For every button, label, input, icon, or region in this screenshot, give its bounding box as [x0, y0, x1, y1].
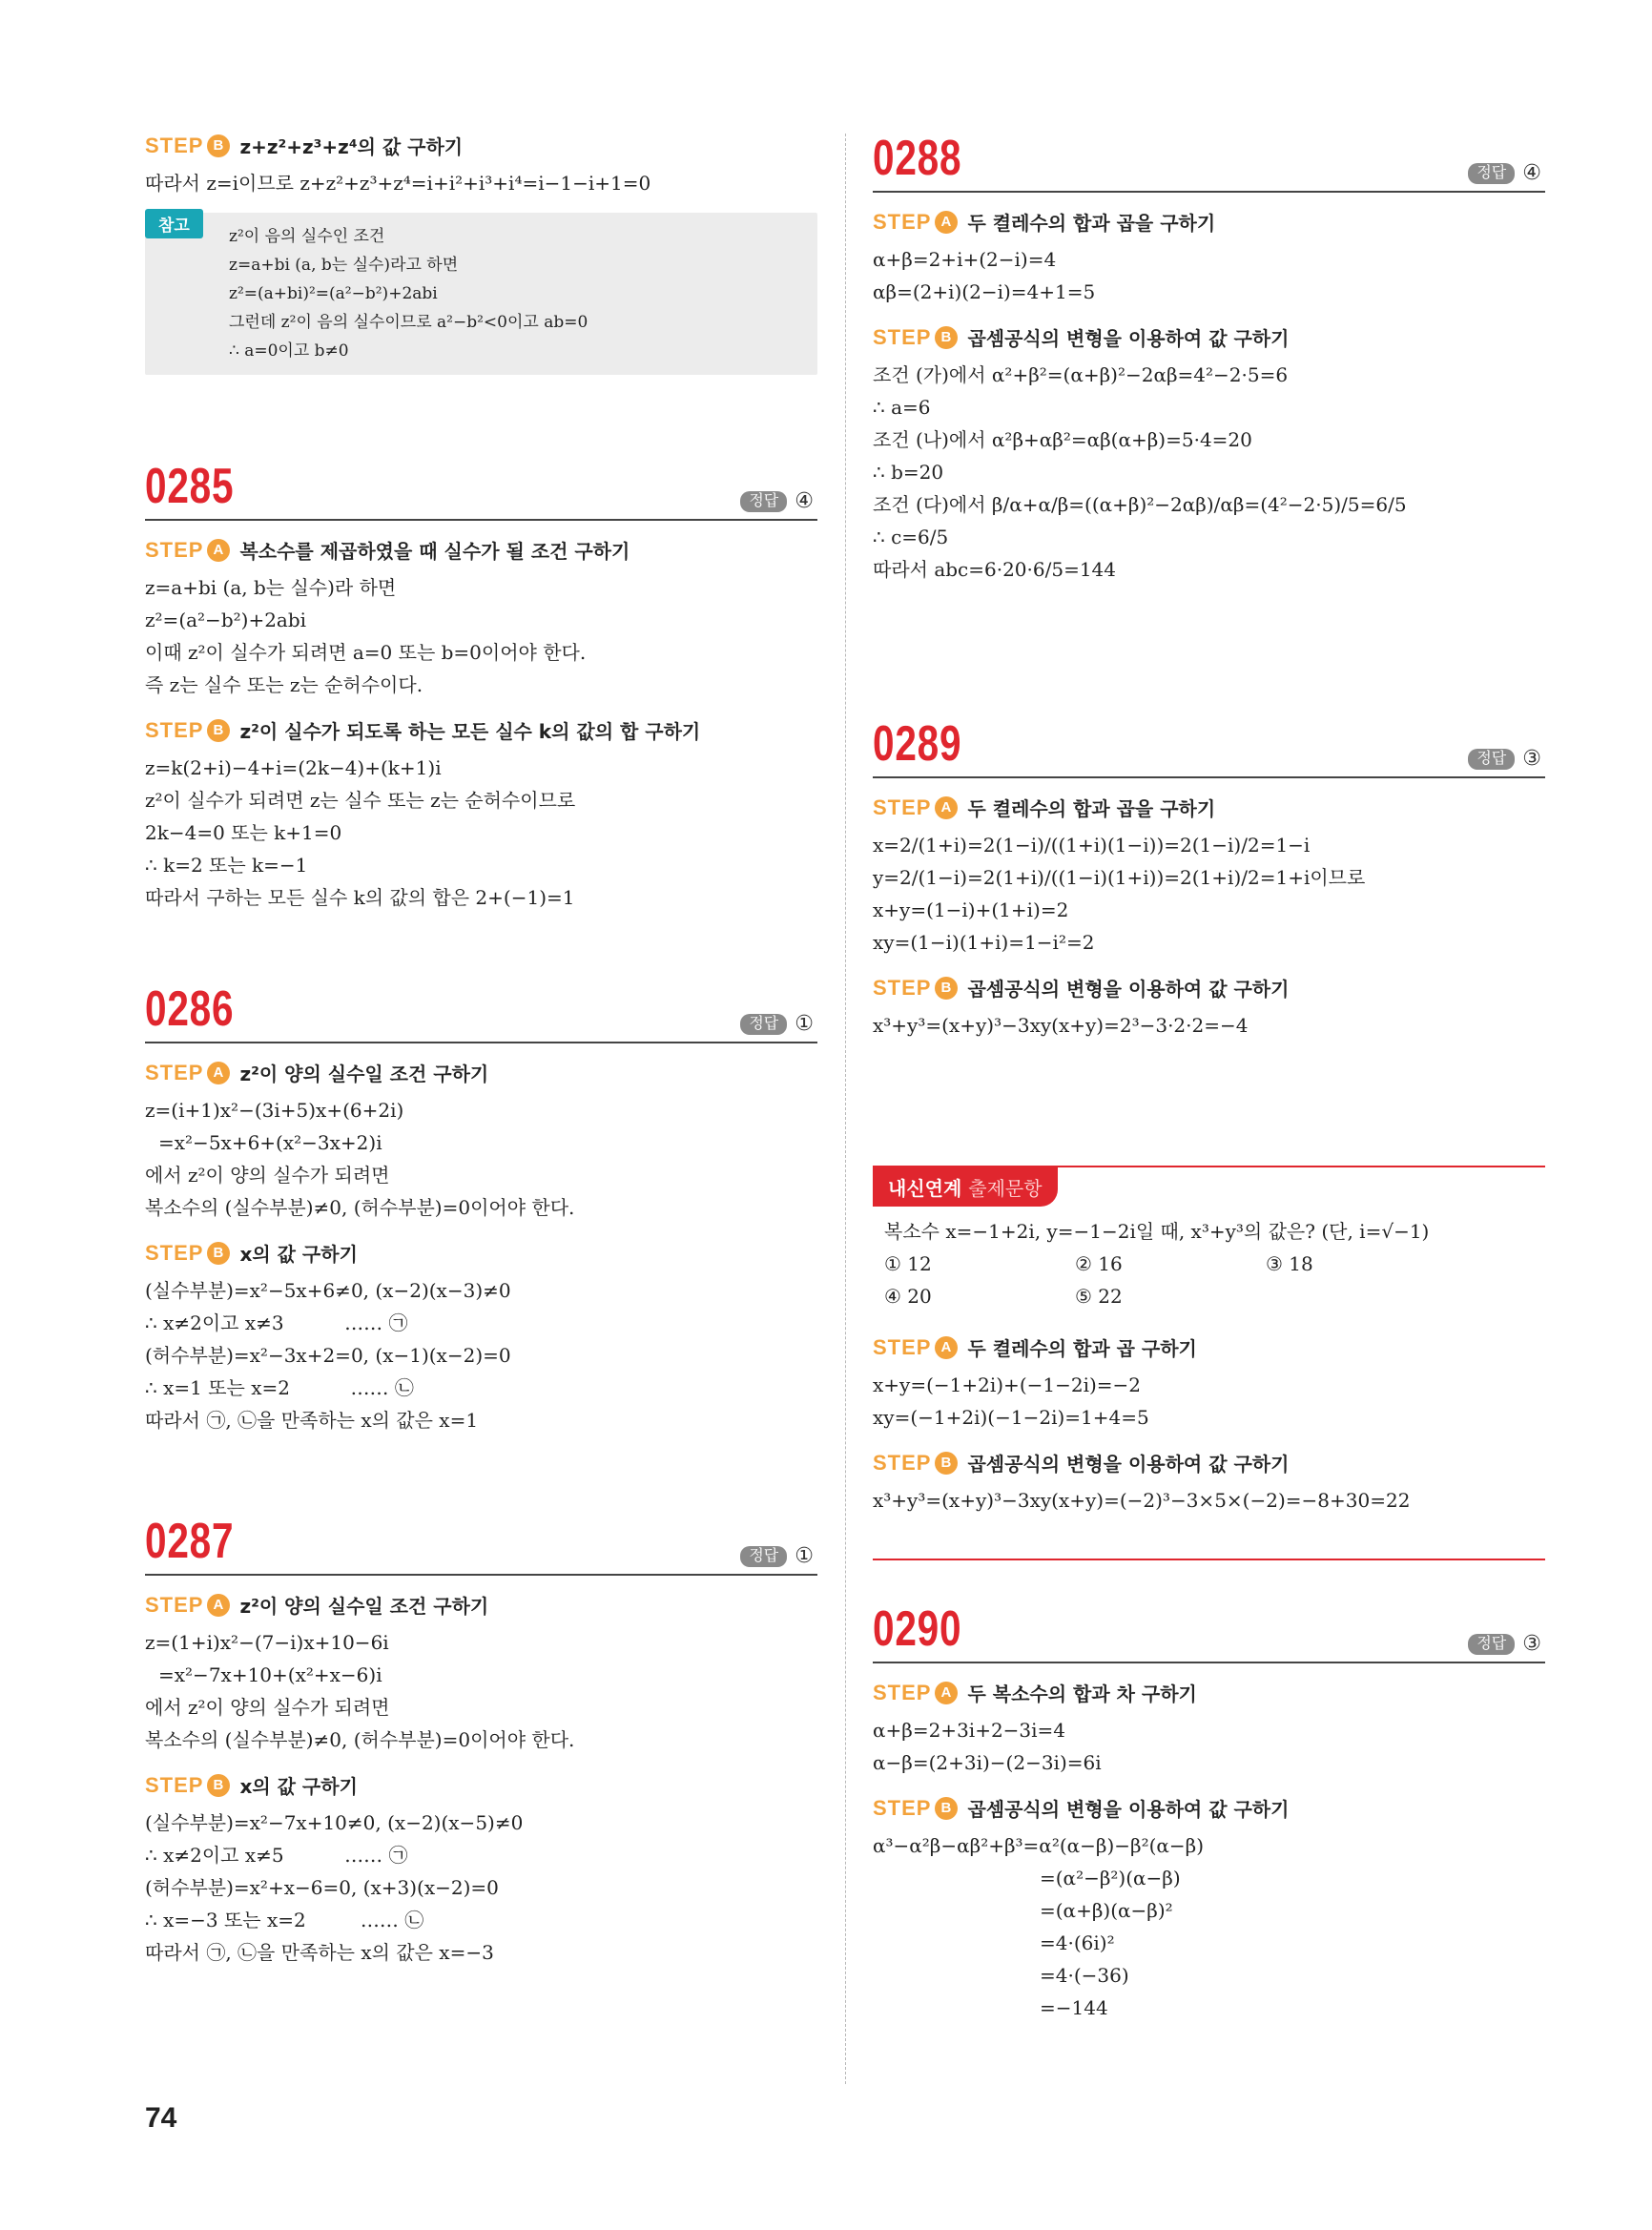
solution-line: x³+y³=(x+y)³−3xy(x+y)=2³−3·2·2=−4	[873, 1014, 1249, 1037]
step-b	[145, 716, 817, 744]
note-line: z²=(a+bi)²=(a²−b²)+2abi	[229, 284, 438, 303]
problem-header	[873, 717, 1545, 778]
solution-line: 조건 (다)에서 β/α+α/β=((α+β)²−2αβ)/αβ=(4²−2·5)/5=6/5	[873, 493, 1407, 516]
answer-indicator	[740, 489, 814, 513]
solution-line: x+y=(−1+2i)+(−1−2i)=−2	[873, 1373, 1142, 1396]
solution-line: ∴ x≠2이고 x≠5 …… ㉠	[145, 1844, 408, 1867]
solution-line: ∴ x≠2이고 x≠3 …… ㉠	[145, 1311, 408, 1334]
step-b-dot: B	[935, 1797, 958, 1820]
step-b	[145, 1771, 817, 1799]
solution-line: 따라서 abc=6·20·6/5=144	[873, 558, 1117, 581]
answer-indicator	[740, 1544, 814, 1568]
step-a	[145, 1059, 817, 1086]
step-b-dot: B	[935, 1452, 958, 1475]
step-title: 곱셈공식의 변형을 이용하여 값 구하기	[967, 1453, 1290, 1476]
solution-line: 2k−4=0 또는 k+1=0	[145, 821, 342, 844]
solution-line: z=k(2+i)−4+i=(2k−4)+(k+1)i	[145, 756, 442, 779]
problem-number: 0289	[873, 716, 962, 772]
step-title: x의 값 구하기	[239, 1243, 358, 1266]
answer-choice: ④	[1522, 161, 1541, 185]
problem-0286	[145, 982, 817, 1436]
solution-line: ∴ k=2 또는 k=−1	[145, 854, 308, 877]
step-tag: STEP B	[145, 134, 230, 158]
step-title: x의 값 구하기	[239, 1775, 358, 1798]
step-tag: STEP B	[873, 1451, 958, 1476]
solution-line: 복소수의 (실수부분)≠0, (허수부분)=0이어야 한다.	[145, 1728, 575, 1751]
answer-badge: 정답	[1468, 1634, 1515, 1655]
solution-line: ∴ b=20	[873, 461, 944, 484]
solution-line: 따라서 z=i이므로 z+z²+z³+z⁴=i+i²+i³+i⁴=i−1−i+1=0	[145, 172, 651, 195]
solution-line: z²=(a²−b²)+2abi	[145, 609, 307, 631]
solution-line: 따라서 구하는 모든 실수 k의 값의 합은 2+(−1)=1	[145, 886, 575, 909]
problem-number: 0287	[145, 1514, 235, 1569]
solution-line: ∴ x=1 또는 x=2 …… ㉡	[145, 1376, 414, 1399]
note-line: z=a+bi (a, b는 실수)라고 하면	[229, 256, 459, 275]
answer-indicator	[740, 1012, 814, 1036]
solution-line: (실수부분)=x²−5x+6≠0, (x−2)(x−3)≠0	[145, 1279, 511, 1302]
answer-choice: ③	[1522, 1632, 1541, 1656]
problem-header	[873, 132, 1545, 193]
solution-line: z=a+bi (a, b는 실수)라 하면	[145, 576, 397, 599]
step-b-dot: B	[207, 719, 230, 742]
step-tag: STEP B	[873, 1796, 958, 1821]
solution-line: 에서 z²이 양의 실수가 되려면	[145, 1164, 390, 1187]
exam-question: 복소수 x=−1+2i, y=−1−2i일 때, x³+y³의 값은? (단, i=√−1)	[884, 1220, 1430, 1243]
step-title: 두 켤레수의 합과 곱 구하기	[967, 1337, 1197, 1360]
exam-choices	[884, 1248, 1545, 1312]
solution-line: 즉 z는 실수 또는 z는 순허수이다.	[145, 673, 423, 696]
step-a-dot: A	[935, 211, 958, 234]
note-line: 그런데 z²이 음의 실수이므로 a²−b²<0이고 ab=0	[229, 313, 589, 332]
answer-choice: ④	[795, 489, 814, 513]
solution-line: =x²−7x+10+(x²+x−6)i	[158, 1663, 382, 1686]
step-tag: STEP B	[873, 976, 958, 1001]
solution-line: 따라서 ㉠, ㉡을 만족하는 x의 값은 x=−3	[145, 1941, 494, 1964]
step-title: 두 복소수의 합과 차 구하기	[967, 1683, 1197, 1705]
problem-header	[873, 1602, 1545, 1663]
solution-line: y=2/(1−i)=2(1+i)/((1−i)(1+i))=2(1+i)/2=1+i이므로	[873, 866, 1366, 889]
step-tag: STEP A	[873, 1335, 958, 1360]
step-b	[873, 1449, 1545, 1476]
answer-choice: ①	[795, 1544, 814, 1568]
step-tag: STEP A	[145, 538, 230, 563]
step-a-dot: A	[935, 796, 958, 819]
step-title: 복소수를 제곱하였을 때 실수가 될 조건 구하기	[239, 540, 630, 563]
step-title: z²이 양의 실수일 조건 구하기	[239, 1595, 489, 1618]
step-title: 곱셈공식의 변형을 이용하여 값 구하기	[967, 327, 1290, 350]
step-tag: STEP B	[145, 718, 230, 743]
solution-line: x=2/(1+i)=2(1−i)/((1+i)(1−i))=2(1−i)/2=1−i	[873, 834, 1311, 857]
step-title: 두 켤레수의 합과 곱을 구하기	[967, 797, 1216, 820]
solution-line: xy=(−1+2i)(−1−2i)=1+4=5	[873, 1406, 1149, 1429]
problem-0290	[873, 1602, 1545, 2024]
step-title: z²이 양의 실수일 조건 구하기	[239, 1063, 489, 1085]
step-b	[873, 974, 1545, 1001]
step-b-dot: B	[935, 326, 958, 349]
step-a-dot: A	[207, 1594, 230, 1617]
step-b	[873, 323, 1545, 351]
step-title: 곱셈공식의 변형을 이용하여 값 구하기	[967, 1798, 1290, 1821]
prev-problem-continuation	[145, 132, 817, 375]
solution-line: 조건 (가)에서 α²+β²=(α+β)²−2αβ=4²−2·5=6	[873, 363, 1289, 386]
solution-line: =(α²−β²)(α−β)	[1040, 1867, 1181, 1889]
solution-line: =−144	[1040, 1996, 1108, 2019]
solution-line: ∴ x=−3 또는 x=2 …… ㉡	[145, 1909, 424, 1931]
problem-0287	[145, 1515, 817, 1969]
answer-badge: 정답	[740, 1546, 787, 1567]
step-title: z²이 실수가 되도록 하는 모든 실수 k의 값의 합 구하기	[239, 720, 701, 743]
answer-badge: 정답	[740, 491, 787, 512]
note-body	[229, 222, 588, 365]
page-number: 74	[145, 2102, 177, 2134]
choice-4: ④ 20	[884, 1285, 932, 1308]
solution-line: =x²−5x+6+(x²−3x+2)i	[158, 1131, 382, 1154]
step-tag: STEP A	[145, 1061, 230, 1085]
solution-line: ∴ a=6	[873, 396, 931, 419]
solution-line: 복소수의 (실수부분)≠0, (허수부분)=0이어야 한다.	[145, 1196, 575, 1219]
step-a	[873, 1679, 1545, 1706]
column-divider	[845, 134, 846, 2084]
step-tag: STEP A	[873, 795, 958, 820]
solution-line: x+y=(1−i)+(1+i)=2	[873, 898, 1069, 921]
solution-line: 따라서 ㉠, ㉡을 만족하는 x의 값은 x=1	[145, 1409, 479, 1432]
problem-0285	[145, 460, 817, 914]
choice-2: ② 16	[1075, 1252, 1123, 1275]
problem-number: 0288	[873, 131, 962, 186]
solution-line: 에서 z²이 양의 실수가 되려면	[145, 1696, 390, 1719]
answer-choice: ③	[1522, 747, 1541, 771]
solution-line: z=(1+i)x²−(7−i)x+10−6i	[145, 1631, 389, 1654]
answer-choice: ①	[795, 1012, 814, 1036]
step-tag: STEP B	[145, 1773, 230, 1798]
solution-line: α³−α²β−αβ²+β³=α²(α−β)−β²(α−β)	[873, 1834, 1205, 1857]
step-a	[873, 208, 1545, 236]
solution-line: (허수부분)=x²−3x+2=0, (x−1)(x−2)=0	[145, 1344, 511, 1367]
step-b	[873, 1794, 1545, 1822]
solution-line: 이때 z²이 실수가 되려면 a=0 또는 b=0이어야 한다.	[145, 641, 587, 664]
solution-line: (허수부분)=x²+x−6=0, (x+3)(x−2)=0	[145, 1876, 499, 1899]
step-a-dot: A	[207, 1062, 230, 1084]
step-a	[145, 1591, 817, 1619]
solution-line: 조건 (나)에서 α²β+αβ²=αβ(α+β)=5·4=20	[873, 428, 1252, 451]
step-a	[145, 536, 817, 564]
answer-indicator	[1468, 1632, 1541, 1656]
step-a-dot: A	[935, 1682, 958, 1704]
step-tag: STEP A	[873, 1681, 958, 1705]
step-b-dot: B	[207, 134, 230, 157]
step-tag: STEP B	[873, 325, 958, 350]
exam-linked-box	[873, 1166, 1545, 1560]
solution-line: z=(i+1)x²−(3i+5)x+(6+2i)	[145, 1099, 404, 1122]
step-b-dot: B	[207, 1774, 230, 1797]
solution-line: =4·(6i)²	[1040, 1931, 1115, 1954]
step-title: 두 켤레수의 합과 곱을 구하기	[967, 212, 1216, 235]
step-b-dot: B	[935, 977, 958, 1000]
solution-line: x³+y³=(x+y)³−3xy(x+y)=(−2)³−3×5×(−2)=−8+30=22	[873, 1489, 1411, 1512]
problem-0289	[873, 717, 1545, 1042]
solution-line: xy=(1−i)(1+i)=1−i²=2	[873, 931, 1095, 954]
step-b	[145, 132, 817, 159]
answer-indicator	[1468, 747, 1541, 771]
choice-5: ⑤ 22	[1075, 1285, 1123, 1308]
solution-line: α+β=2+i+(2−i)=4	[873, 248, 1057, 271]
step-a-dot: A	[207, 539, 230, 562]
step-tag: STEP B	[145, 1241, 230, 1266]
note-line: z²이 음의 실수인 조건	[229, 227, 385, 246]
problem-number: 0290	[873, 1601, 962, 1657]
solution-line: =4·(−36)	[1040, 1964, 1129, 1987]
answer-indicator	[1468, 161, 1541, 185]
note-line: ∴ a=0이고 b≠0	[229, 341, 349, 361]
step-tag: STEP A	[873, 210, 958, 235]
choice-1: ① 12	[884, 1252, 932, 1275]
step-b-dot: B	[207, 1242, 230, 1265]
step-tag: STEP A	[145, 1593, 230, 1618]
note-box	[145, 213, 817, 375]
answer-badge: 정답	[1468, 163, 1515, 184]
problem-number: 0286	[145, 981, 235, 1037]
step-a	[873, 1333, 1545, 1361]
step-title: 곱셈공식의 변형을 이용하여 값 구하기	[967, 978, 1290, 1001]
step-b	[145, 1239, 817, 1267]
problem-header	[145, 460, 817, 521]
solution-line: α+β=2+3i+2−3i=4	[873, 1719, 1066, 1742]
note-tag: 참고	[145, 209, 203, 238]
solution-line: α−β=(2+3i)−(2−3i)=6i	[873, 1751, 1102, 1774]
problem-0288	[873, 132, 1545, 586]
step-title: z+z²+z³+z⁴의 값 구하기	[239, 135, 464, 158]
answer-badge: 정답	[740, 1014, 787, 1035]
solution-line: ∴ c=6/5	[873, 526, 949, 548]
choice-3: ③ 18	[1266, 1252, 1313, 1275]
problem-header	[145, 1515, 817, 1576]
step-a-dot: A	[935, 1336, 958, 1359]
exam-tag: 내신연계 출제문항	[873, 1167, 1058, 1207]
solution-line: αβ=(2+i)(2−i)=4+1=5	[873, 280, 1096, 303]
problem-number: 0285	[145, 459, 235, 514]
solution-line: =(α+β)(α−β)²	[1040, 1899, 1173, 1922]
answer-badge: 정답	[1468, 749, 1515, 770]
exam-content	[873, 1215, 1545, 1517]
solution-line: (실수부분)=x²−7x+10≠0, (x−2)(x−5)≠0	[145, 1811, 524, 1834]
solution-line: z²이 실수가 되려면 z는 실수 또는 z는 순허수이므로	[145, 789, 576, 812]
problem-header	[145, 982, 817, 1043]
step-a	[873, 794, 1545, 821]
